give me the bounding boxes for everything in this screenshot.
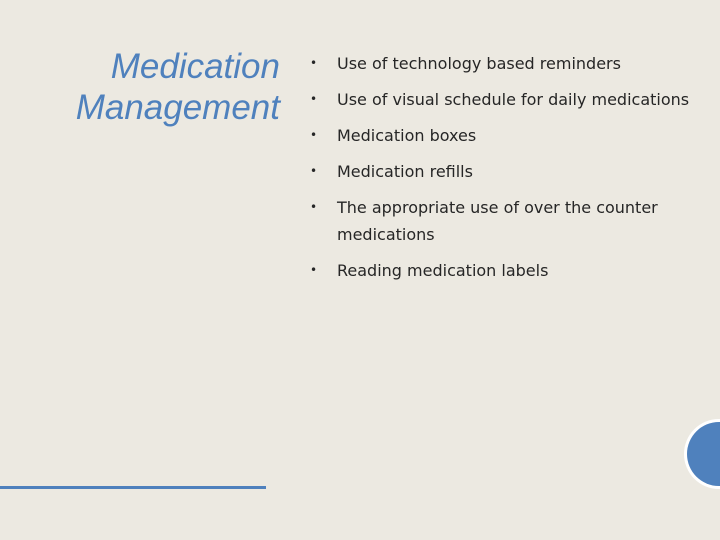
- bullet-item-medication-boxes: [310, 122, 690, 149]
- bullet-dot-icon: •: [310, 164, 318, 178]
- bullet-item-otc-medications: [310, 194, 690, 248]
- bullet-item-medication-labels: [310, 257, 690, 284]
- slide-title-line-1: Medication: [110, 47, 280, 86]
- slide-title: [10, 46, 280, 128]
- accent-circle-decoration: [687, 422, 720, 486]
- bullet-text: Reading medication labels: [337, 261, 549, 280]
- bullet-dot-icon: •: [310, 128, 318, 142]
- bullet-text: The appropriate use of over the counter medications: [337, 198, 658, 244]
- accent-divider-line: [0, 486, 266, 489]
- bullet-list: [310, 50, 690, 293]
- bullet-item-medication-refills: [310, 158, 690, 185]
- bullet-dot-icon: •: [310, 92, 318, 106]
- bullet-text: Medication boxes: [337, 126, 477, 145]
- bullet-dot-icon: •: [310, 263, 318, 277]
- bullet-item-technology-reminders: [310, 50, 690, 77]
- bullet-dot-icon: •: [310, 200, 318, 214]
- bullet-text: Use of visual schedule for daily medications: [337, 90, 690, 109]
- slide-title-line-2: Management: [75, 88, 280, 127]
- bullet-dot-icon: •: [310, 56, 318, 70]
- bullet-text: Use of technology based reminders: [337, 54, 621, 73]
- bullet-item-visual-schedule: [310, 86, 690, 113]
- bullet-text: Medication refills: [337, 162, 473, 181]
